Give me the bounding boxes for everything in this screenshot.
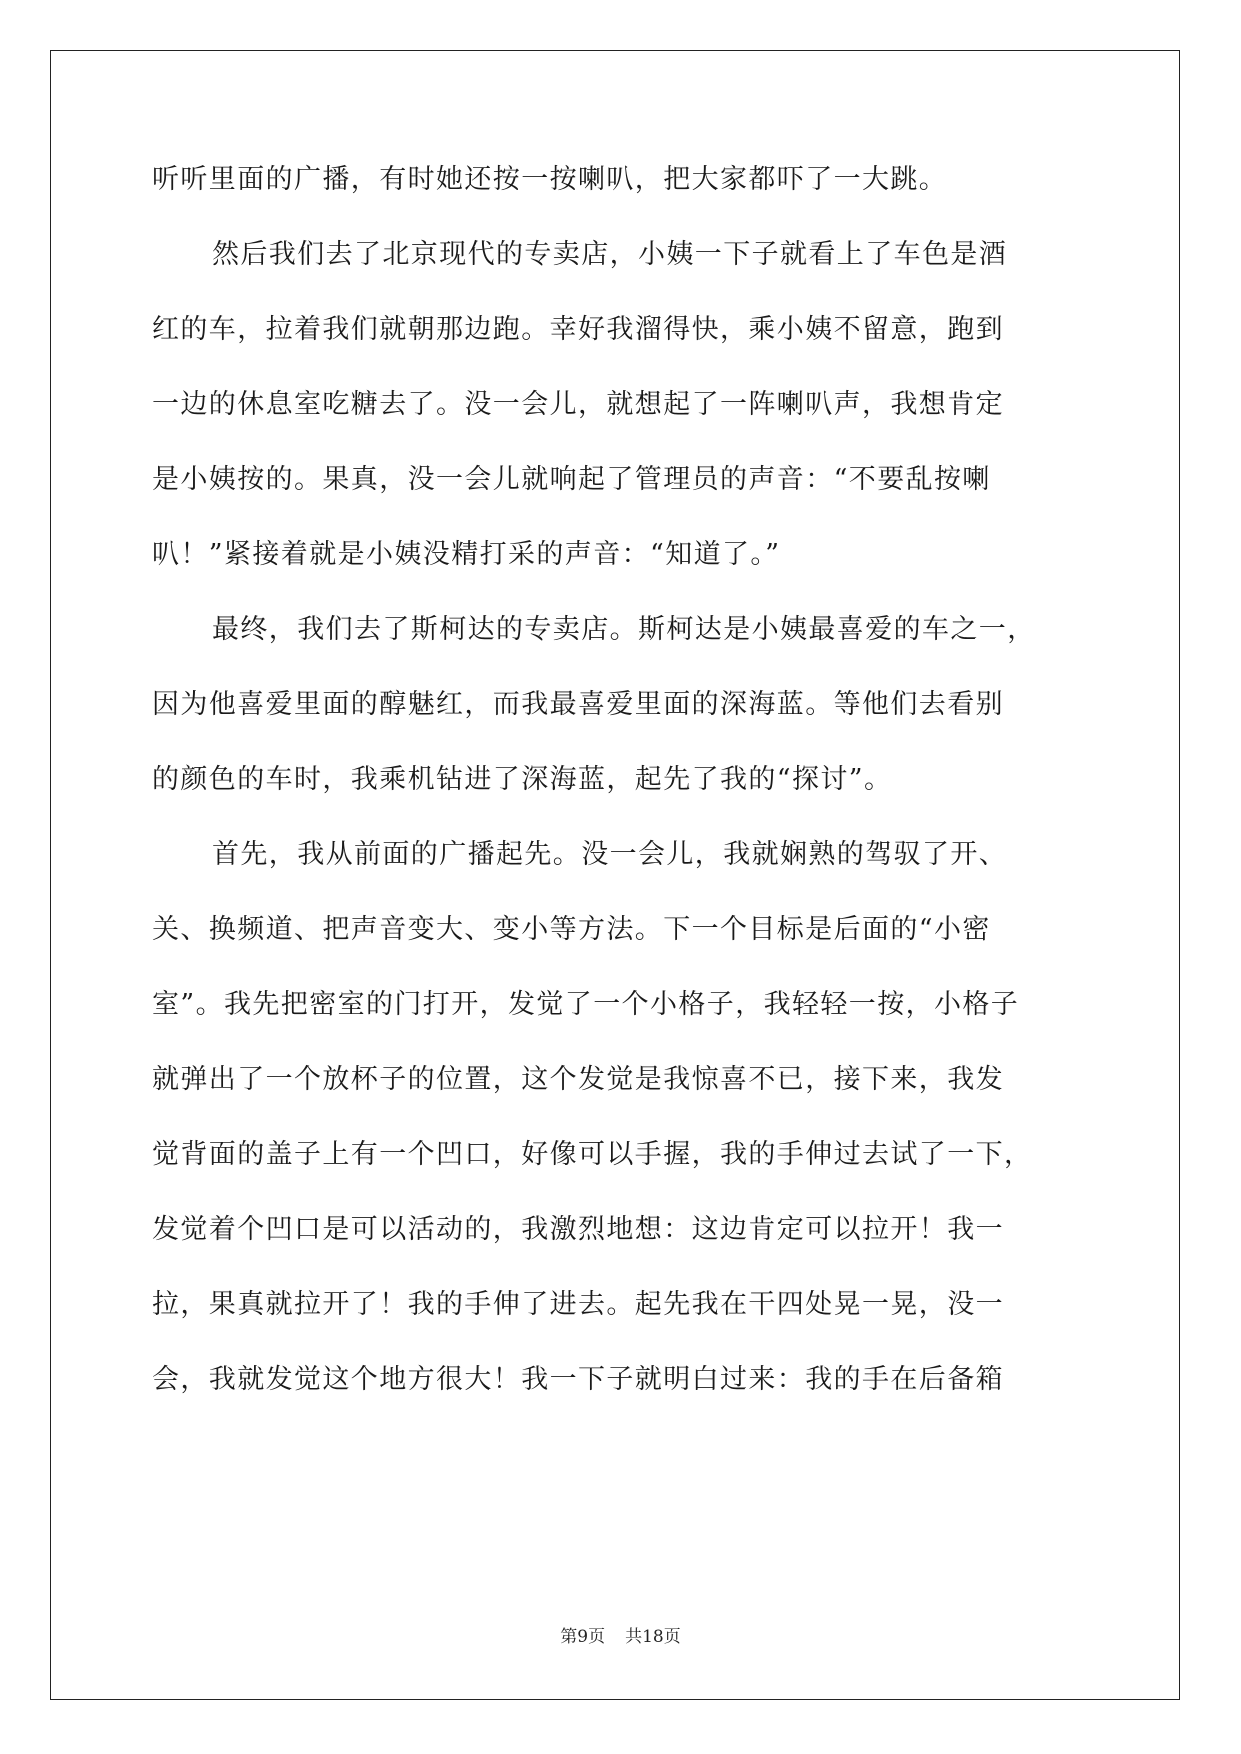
page-border <box>50 50 1180 1700</box>
text-line: 拉，果真就拉开了！我的手伸了进去。起先我在干四处晃一晃，没一 <box>152 1289 1004 1320</box>
text-line: 一边的休息室吃糖去了。没一会儿，就想起了一阵喇叭声，我想肯定 <box>152 389 1004 420</box>
text-line: 红的车，拉着我们就朝那边跑。幸好我溜得快，乘小姨不留意，跑到 <box>152 314 1004 345</box>
text-line: 觉背面的盖子上有一个凹口，好像可以手握，我的手伸过去试了一下， <box>152 1139 1033 1170</box>
text-line: 的颜色的车时，我乘机钻进了深海蓝，起先了我的“探讨”。 <box>152 764 893 795</box>
text-line: 会，我就发觉这个地方很大！我一下子就明白过来：我的手在后备箱 <box>152 1364 1004 1395</box>
text-line: 因为他喜爱里面的醇魅红，而我最喜爱里面的深海蓝。等他们去看别 <box>152 689 1004 720</box>
paragraph-first-line: 然后我们去了北京现代的专卖店，小姨一下子就看上了车色是酒 <box>212 239 1008 270</box>
text-line: 就弹出了一个放杯子的位置，这个发觉是我惊喜不已，接下来，我发 <box>152 1064 1004 1095</box>
text-line: 关、换频道、把声音变大、变小等方法。下一个目标是后面的“小密 <box>152 914 991 945</box>
paragraph-first-line: 首先，我从前面的广播起先。没一会儿，我就娴熟的驾驭了开、 <box>212 839 1008 870</box>
text-line: 是小姨按的。果真，没一会儿就响起了管理员的声音：“不要乱按喇 <box>152 464 991 495</box>
page-footer <box>0 1622 1241 1647</box>
paragraph-first-line: 最终，我们去了斯柯达的专卖店。斯柯达是小姨最喜爱的车之一， <box>212 614 1036 645</box>
text-line: 听听里面的广播，有时她还按一按喇叭，把大家都吓了一大跳。 <box>152 164 948 195</box>
total-pages: 共18页 <box>625 1627 681 1647</box>
text-line: 室”。我先把密室的门打开，发觉了一个小格子，我轻轻一按，小格子 <box>152 989 1020 1020</box>
page-number: 第9页 <box>560 1627 606 1647</box>
text-line: 发觉着个凹口是可以活动的，我激烈地想：这边肯定可以拉开！我一 <box>152 1214 1004 1245</box>
text-line: 叭！”紧接着就是小姨没精打采的声音：“知道了。” <box>152 539 781 570</box>
